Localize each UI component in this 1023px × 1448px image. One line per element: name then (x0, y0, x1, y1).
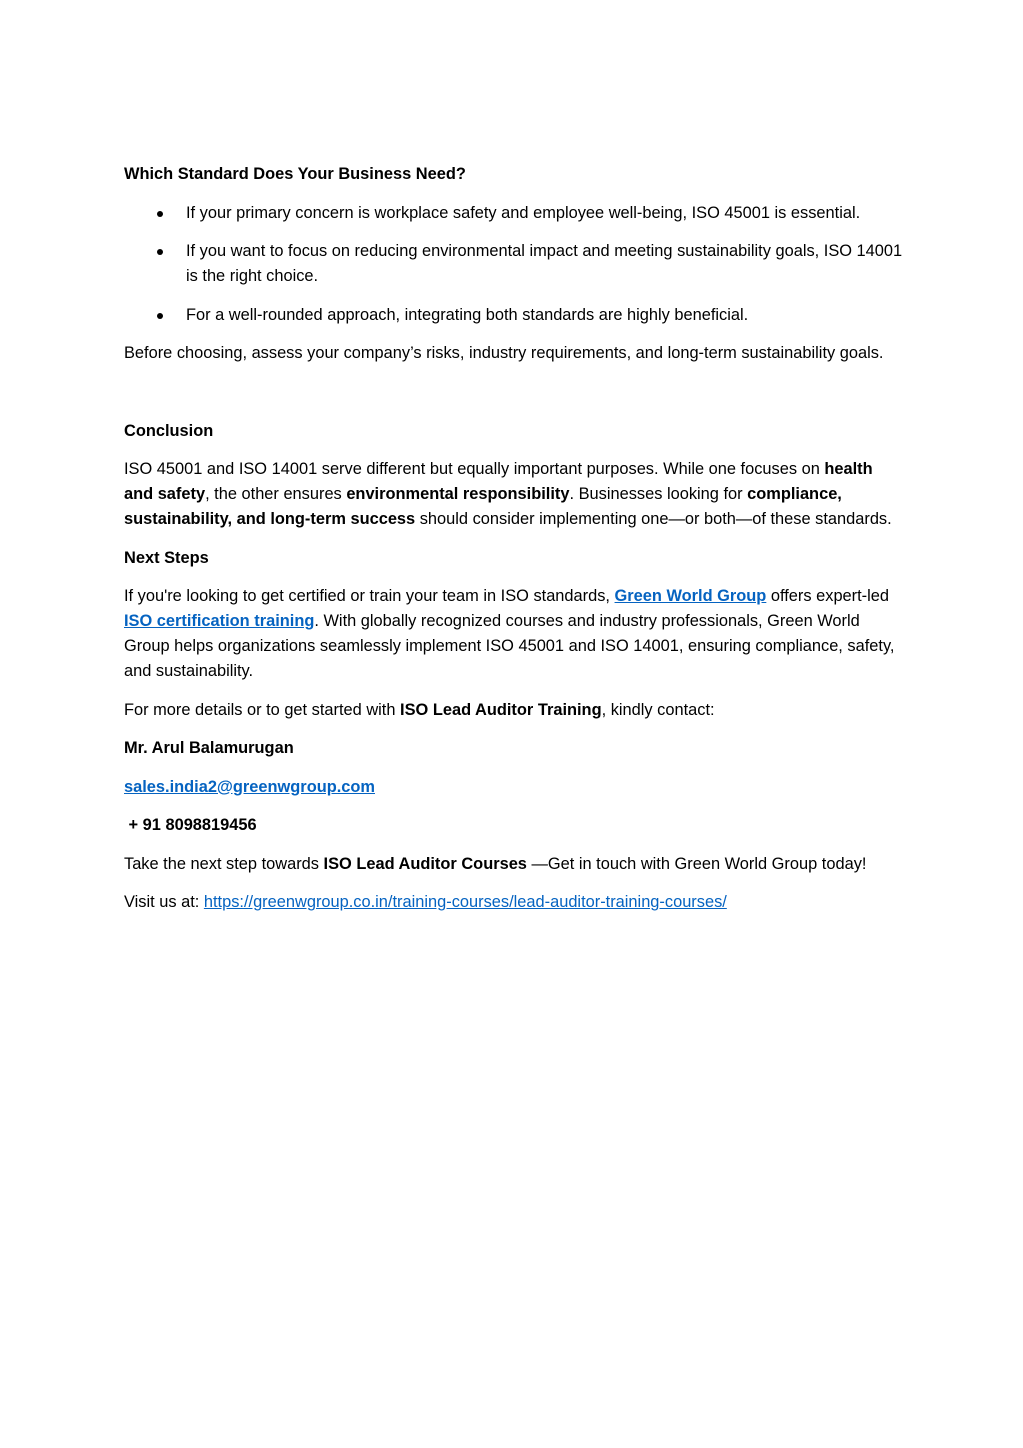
conclusion-paragraph (124, 457, 903, 532)
cta-text: —Get in touch with Green World Group today! (526, 854, 867, 873)
iso-certification-training-link[interactable]: ISO certification training (124, 612, 315, 630)
contact-intro-text: For more details or to get started with (124, 700, 401, 719)
bullet-text: For a well-rounded approach, integrating both standards are highly beneficial. (186, 305, 749, 324)
contact-email-link[interactable]: sales.india2@greenwgroup.com (124, 777, 375, 796)
contact-email-line (124, 775, 903, 800)
conclusion-bold-compliance: compliance, sustainability, and long-term success (124, 485, 842, 528)
conclusion-heading: Conclusion (124, 421, 214, 440)
contact-phone: + 91 8098819456 (124, 816, 257, 834)
conclusion-text: should consider implementing one—or both—of these standards. (415, 510, 892, 528)
bullet-text: If you want to focus on reducing environmental impact and meeting sustainability goals, ISO 14001 is the right choice. (186, 242, 903, 285)
website-link[interactable]: https://greenwgroup.co.in/training-courses/lead-auditor-training-courses/ (203, 893, 727, 911)
next-steps-text: If you're looking to get certified or train your team in ISO standards, (124, 587, 615, 605)
conclusion-bold-health: health and safety (124, 460, 873, 503)
green-world-group-link[interactable]: Green World Group (614, 587, 767, 605)
bullet-text: If your primary concern is workplace safety and employee well-being, ISO 45001 is essential. (186, 203, 861, 222)
section-heading-which-standard: Which Standard Does Your Business Need? (124, 165, 466, 183)
before-choosing-paragraph: Before choosing, assess your company’s risks, industry requirements, and long-term sustainability goals. (124, 344, 884, 362)
conclusion-text: ISO 45001 and ISO 14001 serve different but equally important purposes. While one focuses on (124, 460, 825, 478)
conclusion-bold-environment: environmental responsibility (346, 485, 570, 503)
list-item (124, 239, 903, 289)
section-spacer (124, 380, 903, 419)
bullet-icon (157, 249, 163, 255)
contact-name: Mr. Arul Balamurugan (124, 739, 294, 757)
call-to-action-paragraph (124, 852, 903, 877)
contact-intro-bold: ISO Lead Auditor Training (400, 700, 602, 719)
next-steps-heading: Next Steps (124, 548, 209, 567)
next-steps-text: offers expert-led (766, 587, 890, 605)
list-item (124, 201, 903, 226)
contact-intro-text: , kindly contact: (601, 700, 715, 719)
cta-bold: ISO Lead Auditor Courses (323, 854, 527, 873)
next-steps-paragraph (124, 584, 903, 684)
conclusion-text: , the other ensures (205, 485, 347, 503)
conclusion-text: . Businesses looking for (569, 485, 748, 503)
bullet-icon (157, 211, 163, 217)
standards-bullet-list (124, 201, 903, 328)
bullet-icon (157, 313, 163, 319)
contact-intro-paragraph (124, 698, 903, 723)
list-item (124, 303, 903, 328)
visit-label: Visit us at: (124, 893, 204, 911)
cta-text: Take the next step towards (124, 854, 324, 873)
next-steps-text: . With globally recognized courses and industry professionals, Green World Group helps organizations seamlessly implement ISO 45001 and ISO 14001, ensuring compliance, safety, and sustainability. (124, 612, 895, 680)
visit-us-paragraph (124, 890, 903, 915)
